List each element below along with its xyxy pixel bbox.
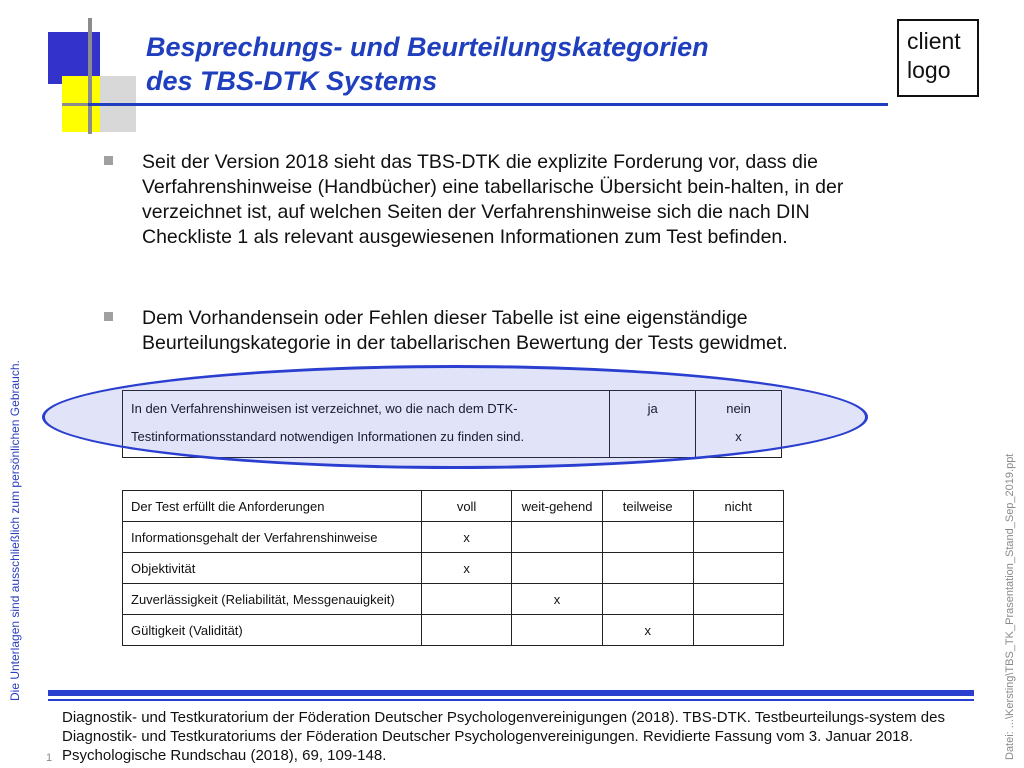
table-header-row (123, 491, 784, 522)
row-label: Objektivität (123, 553, 422, 584)
footer-line (48, 699, 974, 701)
row-mark: x (512, 584, 603, 615)
header-cell: teilweise (602, 491, 693, 522)
reference-text: Diagnostik- und Testkuratorium der Föderation Deutscher Psychologenvereinigungen (2018). TBS-DTK. Testbeurteilungs-system des Diagnostik- und Testkuratoriums der Föderation Deutscher Psychologenvereinigungen. Revidierte Fassung vom 3. Januar 2018. Psychologische Rundschau (2018), 69, 109-148. (62, 709, 945, 764)
row-label: Zuverlässigkeit (Reliabilität, Messgenauigkeit) (123, 584, 422, 615)
bullet-item (104, 150, 894, 270)
footer-bar (48, 690, 974, 696)
row-label: Gültigkeit (Validität) (123, 615, 422, 646)
row-mark (512, 522, 603, 553)
slide-title (146, 30, 866, 98)
row-mark: x (602, 615, 693, 646)
slide-number: 1 (46, 752, 53, 764)
row-mark (602, 553, 693, 584)
table-row (123, 615, 784, 646)
bullet-item (104, 306, 894, 362)
row-mark (421, 615, 511, 646)
table-row (123, 584, 784, 615)
no-label: nein (726, 401, 751, 416)
client-logo-line1: client (907, 28, 961, 54)
row-mark (421, 584, 511, 615)
client-logo-placeholder (897, 19, 979, 97)
row-mark (602, 522, 693, 553)
header-cell: nicht (693, 491, 783, 522)
bullet-text: Dem Vorhandensein oder Fehlen dieser Tabelle ist eine eigenständige Beurteilungskategorie in der tabellarischen Bewertung der Tests gewidmet. (142, 307, 788, 354)
row-mark (693, 615, 783, 646)
bullet-text: Seit der Version 2018 sieht das TBS-DTK die explizite Forderung vor, dass die Verfahrenshinweise (Handbücher) eine tabellarische Übersicht bein-halten, in der verzeichnet ist, auf welchen Seiten der Verfahrenshinweise sich die nach DIN Checkliste 1 als relevant ausgewiesenen Informationen zum Test befinden. (142, 151, 844, 248)
bullet-square-icon (104, 312, 113, 321)
table-cell-statement: In den Verfahrenshinweisen ist verzeichnet, wo die nach dem DTK-Testinformationsstandard notwendigen Informationen zu finden sind. (123, 391, 610, 458)
header-cell: voll (421, 491, 511, 522)
no-mark: x (735, 429, 742, 444)
row-mark (693, 522, 783, 553)
decor-vertical-line (88, 18, 92, 134)
client-logo-line2: logo (907, 57, 951, 83)
table-row (123, 553, 784, 584)
row-mark: x (421, 522, 511, 553)
bullet-square-icon (104, 156, 113, 165)
row-mark (693, 553, 783, 584)
table-row (123, 522, 784, 553)
side-file-path: Datei: ...\Kersting\TBS_TK_Prasentation_Stand_Sep_2019.ppt (1004, 453, 1016, 760)
slide-title-line1: Besprechungs- und Beurteilungskategorien (146, 32, 709, 62)
yes-label: ja (647, 401, 658, 416)
row-mark (602, 584, 693, 615)
row-mark (693, 584, 783, 615)
title-underline (88, 103, 888, 106)
header-cell: Der Test erfüllt die Anforderungen (123, 491, 422, 522)
row-label: Informationsgehalt der Verfahrenshinweise (123, 522, 422, 553)
rating-table (122, 490, 784, 646)
side-disclaimer: Die Unterlagen sind ausschließlich zum persönlichen Gebrauch. (8, 360, 22, 701)
row-mark (512, 553, 603, 584)
row-mark (512, 615, 603, 646)
row-mark: x (421, 553, 511, 584)
slide-title-line2: des TBS-DTK Systems (146, 66, 438, 96)
highlight-ellipse (42, 365, 868, 469)
header-cell: weit-gehend (512, 491, 603, 522)
